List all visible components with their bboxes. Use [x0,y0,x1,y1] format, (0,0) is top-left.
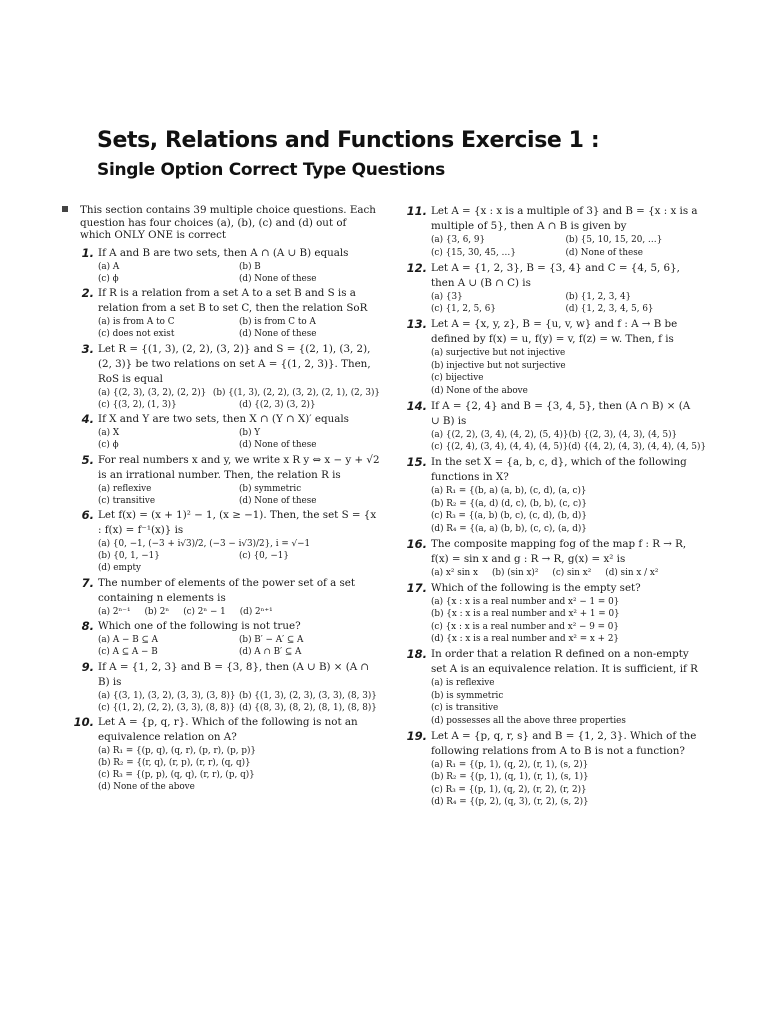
question-options [431,759,700,809]
option-row [431,523,700,536]
question-options [98,261,380,285]
option-item: (a) 2ⁿ⁻¹ [98,606,131,617]
left-question-list [62,246,380,794]
option-item: (a) {(3, 1), (3, 2), (3, 3), (3, 8)} [98,690,236,701]
option-row [98,634,380,646]
question-stem: Which of the following is the empty set? [431,581,641,594]
option-row [98,261,380,273]
option-item: (c) ϕ [98,273,119,284]
option-item: (d) {1, 2, 3, 4, 5, 6} [565,304,654,314]
option-item: (b) {1, 2, 3, 4} [565,291,632,302]
option-row [98,646,380,658]
option-item: (d) None of the above [431,385,528,396]
option-row [98,757,380,769]
option-row [431,485,700,498]
option-row [98,483,380,495]
option-item: (a) R₁ = {(p, q), (q, r), (p, r), (p, p)} [98,746,257,757]
option-row [431,784,700,797]
option-item: (a) is reflexive [431,678,495,688]
question-item [62,412,380,451]
option-item: (a) A [98,261,120,272]
question-options [431,485,700,535]
option-item: (c) {(1, 2), (2, 2), (3, 3), (8, 8)} [98,702,236,713]
option-item: (a) A − B ⊆ A [98,635,159,646]
option-item: (b) injective but not surjective [431,360,566,371]
question-number: 19. [406,728,427,743]
question-number: 14. [406,398,427,413]
question-stem: Let A = {p, q, r, s} and B = {1, 2, 3}. Which of the following relations from A to B is not a function? [431,729,697,757]
option-row [431,677,700,690]
option-row [431,510,700,523]
question-options [431,429,707,454]
question-number: 18. [406,647,427,661]
option-item: (d) empty [98,563,141,574]
question-item [395,204,700,259]
question-item [62,715,380,793]
question-stem: Let A = {1, 2, 3}, B = {3, 4} and C = {4, 5, 6}, then A ∪ (B ∩ C) is [431,261,680,289]
option-item: (c) {x : x is a real number and x² − 9 = 0} [431,621,619,632]
question-number: 2. [81,286,94,301]
question-item [62,576,380,618]
option-item: (c) R₃ = {(a, b) (b, c), (c, d), (b, d)} [431,511,587,521]
option-row [98,562,380,574]
section-intro [62,204,380,242]
question-item [62,453,380,507]
option-item: (c) {0, −1} [239,551,289,562]
option-row [431,247,700,260]
option-item: (c) sin x² [552,567,592,578]
question-item [62,286,380,340]
question-item [395,317,700,397]
question-number: 8. [81,619,94,634]
question-item [62,342,380,411]
option-item: (d) None of these [239,495,317,506]
option-row [431,441,707,454]
option-row [431,498,700,511]
option-item: (b) {5, 10, 15, 20, …} [565,235,663,245]
option-item: (a) surjective but not injective [431,348,566,358]
option-item: (d) None of the above [98,782,195,793]
option-item: (b) {(1, 3), (2, 2), (3, 2), (2, 1), (2, 3)} [212,387,380,398]
option-item: (b) Y [239,428,261,439]
option-row [431,567,700,580]
option-item: (d) None of these [239,440,317,451]
question-number: 6. [81,508,94,523]
question-item [395,537,700,580]
option-row [431,303,700,316]
question-item [62,619,380,658]
question-item [395,647,700,727]
option-item: (a) X [98,428,120,439]
option-item: (d) {(4, 2), (4, 3), (4, 4), (4, 5)} [568,442,707,452]
option-item: (c) {15, 30, 45, …} [431,247,516,258]
question-stem: Let R = {(1, 3), (2, 2), (3, 2)} and S = {(2, 1), (3, 2), (2, 3)} be two relations on set A = {(1, 2, 3)}. Then, RoS is equal [98,342,371,385]
page-subtitle: Single Option Correct Type Questions [97,160,446,180]
option-item: (d) sin x / x² [605,567,659,578]
question-options [431,567,700,580]
question-options [98,690,380,714]
option-item: (c) A ⊆ A − B [98,647,158,658]
option-item: (c) {(3, 2), (1, 3)} [98,399,177,410]
question-stem: In order that a relation R defined on a non-empty set A is an equivalence relation. It is sufficient, if R [431,648,698,675]
question-item [395,261,700,316]
option-row [431,234,700,247]
option-item: (d) {(2, 3) (3, 2)} [239,399,316,410]
question-number: 4. [81,412,94,427]
question-stem: If A = {1, 2, 3} and B = {3, 8}, then (A ∪ B) × (A ∩ B) is [98,660,370,688]
question-options [98,606,380,618]
question-item [395,729,700,809]
option-item: (d) R₄ = {(p, 2), (q, 3), (r, 2), (s, 2)} [431,797,589,807]
option-row [98,273,380,285]
question-item [395,398,707,454]
option-item: (a) is from A to C [98,317,175,328]
question-number: 5. [81,452,94,467]
question-stem: Let f(x) = (x + 1)² − 1, (x ≥ −1). Then, the set S = {x : f(x) = f⁻¹(x)} is [98,509,377,537]
question-stem: For real numbers x and y, we write x R y ⇔ x − y + √2 is an irrational number. Then, the relation R is [98,453,380,481]
question-stem: Let A = {p, q, r}. Which of the following is not an equivalence relation on A? [98,716,358,744]
option-item: (a) R₁ = {(p, 1), (q, 2), (r, 1), (s, 2)} [431,759,589,770]
question-options [431,596,700,646]
question-item [62,508,380,574]
question-number: 11. [406,204,427,218]
question-item [62,660,380,714]
option-item: (c) bijective [431,373,484,383]
option-row [431,702,700,715]
question-item [395,581,700,646]
option-item: (c) ϕ [98,440,119,451]
question-options [431,677,700,727]
option-item: (b) symmetric [239,483,302,494]
option-row [98,427,380,439]
option-row [431,596,700,609]
question-number: 10. [73,715,94,730]
question-number: 3. [81,341,94,356]
option-row [431,759,700,772]
right-question-list [395,204,707,809]
option-row [431,715,700,728]
option-item: (c) {1, 2, 5, 6} [431,304,496,314]
option-item: (b) {0, 1, −1} [98,551,160,562]
option-item: (b) R₂ = {(p, 1), (q, 1), (r, 1), (s, 1)} [431,772,589,782]
left-column [62,204,380,795]
option-item: (a) {x : x is a real number and x² − 1 = 0} [431,596,620,607]
question-options [431,347,700,397]
option-item: (d) A ∩ B′ ⊆ A [239,647,302,658]
option-item: (b) {(2, 3), (4, 3), (4, 5)} [568,429,678,440]
question-options [98,634,380,658]
question-options [431,234,700,259]
option-row [98,745,380,757]
option-item: (b) 2ⁿ [144,606,170,617]
question-options [98,745,380,793]
question-options [431,291,700,316]
option-row [98,495,380,507]
option-item: (d) {x : x is a real number and x² = x + 2} [431,634,620,644]
option-item: (d) 2ⁿ⁺¹ [239,606,273,617]
question-stem: In the set X = {a, b, c, d}, which of the following functions in X? [431,456,687,483]
page-title: Sets, Relations and Functions Exercise 1 : [97,128,600,153]
option-row [431,291,700,304]
question-options [98,316,380,340]
option-item: (d) None of these [239,273,317,284]
option-item: (c) R₃ = {(p, p), (q, q), (r, r), (p, q)} [98,770,255,781]
question-stem: If A and B are two sets, then A ∩ (A ∪ B) equals [98,246,349,259]
option-row [98,690,380,702]
question-number: 17. [406,580,427,595]
question-stem: If R is a relation from a set A to a set B and S is a relation from a set B to set C, then the relation SoR [98,287,368,315]
question-stem: Let A = {x : x is a multiple of 3} and B = {x : x is a multiple of 5}, then A ∩ B is given by [431,205,698,232]
right-column [395,204,707,810]
option-item: (b) {(1, 3), (2, 3), (3, 3), (8, 3)} [239,690,377,701]
option-item: (c) R₃ = {(p, 1), (q, 2), (r, 2), (r, 2)} [431,784,587,795]
question-stem: If A = {2, 4} and B = {3, 4, 5}, then (A ∩ B) × (A ∪ B) is [431,399,691,427]
option-row [98,399,380,411]
question-number: 9. [81,659,94,674]
question-item [395,455,700,535]
question-stem: Which one of the following is not true? [98,620,301,633]
option-item: (a) {(2, 2), (3, 4), (4, 2), (5, 4)} [431,429,569,440]
option-row [98,439,380,451]
option-item: (d) possesses all the above three properties [431,715,626,726]
option-item: (d) None of these [239,329,317,340]
option-item: (a) x² sin x [431,567,478,578]
option-item: (a) {0, −1, (−3 + i√3)/2, (−3 − i√3)/2}, i = √−1 [98,539,311,550]
question-stem: If X and Y are two sets, then X ∩ (Y ∩ X)′ equals [98,413,349,426]
option-row [431,385,700,398]
option-item: (c) 2ⁿ − 1 [183,606,226,617]
question-number: 16. [406,536,427,551]
question-number: 12. [406,260,427,275]
option-row [431,690,700,703]
question-number: 1. [81,245,94,260]
question-stem: The number of elements of the power set of a set containing n elements is [98,576,356,604]
option-item: (c) is transitive [431,703,499,713]
option-item: (b) is from C to A [239,317,316,328]
option-row [431,633,700,646]
option-row [431,347,700,360]
question-number: 13. [406,317,427,331]
question-options [98,387,380,411]
option-item: (b) R₂ = {(a, d) (d, c), (b, b), (c, c)} [431,498,587,509]
option-row [98,387,380,399]
option-item: (b) R₂ = {(r, q), (r, p), (r, r), (q, q)} [98,758,251,769]
question-item [62,246,380,285]
option-row [98,328,380,340]
option-row [431,771,700,784]
question-stem: Let A = {x, y, z}, B = {u, v, w} and f : A → B be defined by f(x) = u, f(y) = v, f(z) = w. Then, f is [431,318,678,345]
option-row [98,550,380,562]
option-item: (d) {(8, 3), (8, 2), (8, 1), (8, 8)} [239,702,377,713]
question-number: 7. [81,575,94,590]
option-row [98,781,380,793]
option-item: (b) is symmetric [431,690,504,701]
option-item: (a) R₁ = {(b, a) (a, b), (c, d), (a, c)} [431,486,587,496]
option-row [98,606,380,618]
option-item: (c) does not exist [98,329,175,340]
question-options [98,427,380,451]
option-item: (d) None of these [565,247,643,258]
option-row [98,769,380,781]
option-item: (a) {3} [431,291,463,302]
option-item: (b) B [239,261,261,272]
question-options [98,538,380,574]
option-row [98,702,380,714]
question-stem: The composite mapping fog of the map f : R → R, f(x) = sin x and g : R → R, g(x) = x² is [431,537,687,565]
option-item: (c) transitive [98,495,156,506]
option-item: (b) {x : x is a real number and x² + 1 = 0} [431,609,620,619]
option-item: (a) {(2, 3), (3, 2), (2, 2)} [98,387,207,398]
bullet-icon [62,206,68,212]
option-row [431,360,700,373]
option-row [431,372,700,385]
option-item: (a) reflexive [98,483,152,494]
option-item: (d) R₄ = {(a, a) (b, b), (c, c), (a, d)} [431,523,587,534]
intro-text: This section contains 39 multiple choice questions. Each question has four choices (a), (b), (c) and (d) out of which ONLY ONE is correct [80,204,376,242]
option-item: (b) (sin x)² [491,567,539,578]
option-row [98,316,380,328]
question-number: 15. [406,455,427,469]
option-item: (b) B′ − A′ ⊆ A [239,635,304,646]
option-item: (c) {(2, 4), (3, 4), (4, 4), (4, 5)} [431,442,569,452]
option-row [431,608,700,621]
option-row [98,538,380,550]
question-options [98,483,380,507]
option-row [431,796,700,809]
option-row [431,429,700,442]
option-row [431,621,700,634]
option-item: (a) {3, 6, 9} [431,235,486,245]
